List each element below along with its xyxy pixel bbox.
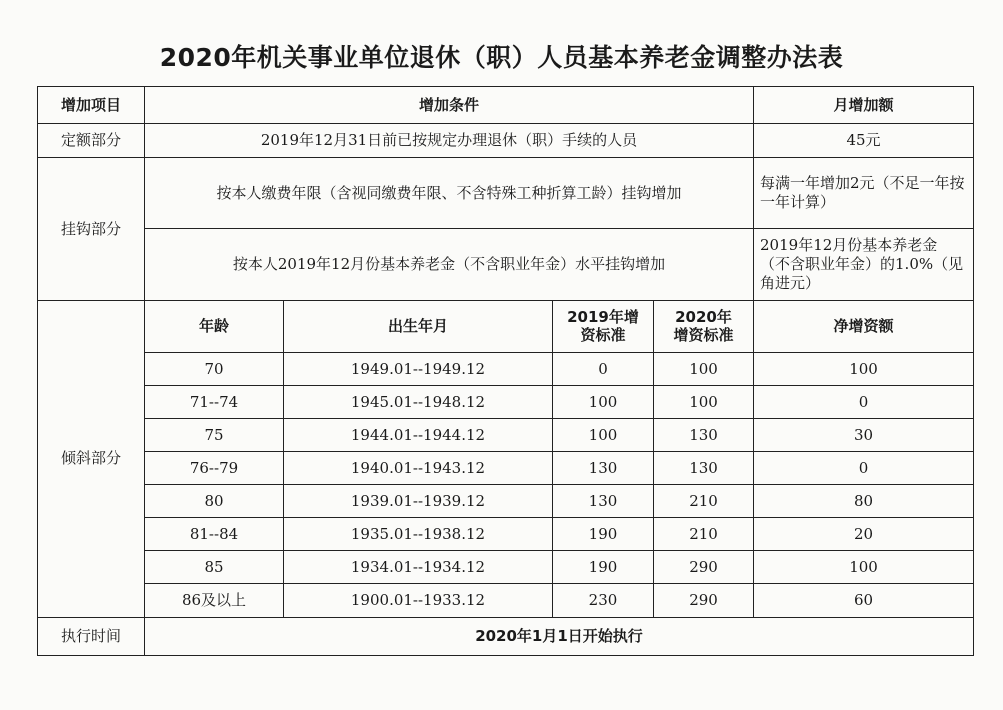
linked-amount-2: 2019年12月份基本养老金（不含职业年金）的1.0%（见角进元） bbox=[754, 228, 974, 300]
header-condition: 增加条件 bbox=[145, 87, 754, 124]
birth-cell: 1934.01--1934.12 bbox=[284, 551, 553, 584]
age-cell: 75 bbox=[145, 419, 284, 452]
adjustment-table bbox=[37, 86, 974, 656]
age-cell: 80 bbox=[145, 485, 284, 518]
linked-row-2 bbox=[38, 228, 974, 300]
std-2020-cell: 210 bbox=[654, 518, 754, 551]
birth-cell: 1949.01--1949.12 bbox=[284, 352, 553, 385]
linked-condition-1: 按本人缴费年限（含视同缴费年限、不含特殊工种折算工龄）挂钩增加 bbox=[145, 158, 754, 228]
net-cell: 0 bbox=[754, 385, 974, 418]
table-row bbox=[38, 584, 974, 617]
birth-cell: 1900.01--1933.12 bbox=[284, 584, 553, 617]
age-cell: 81--84 bbox=[145, 518, 284, 551]
birth-cell: 1935.01--1938.12 bbox=[284, 518, 553, 551]
std-2019-cell: 130 bbox=[553, 452, 654, 485]
execution-label: 执行时间 bbox=[38, 617, 145, 655]
col-net: 净增资额 bbox=[754, 301, 974, 353]
linked-amount-1: 每满一年增加2元（不足一年按一年计算） bbox=[754, 158, 974, 228]
table-row bbox=[38, 352, 974, 385]
birth-cell: 1940.01--1943.12 bbox=[284, 452, 553, 485]
table-row bbox=[38, 485, 974, 518]
std-2020-cell: 290 bbox=[654, 551, 754, 584]
table-row bbox=[38, 419, 974, 452]
std-2019-cell: 190 bbox=[553, 551, 654, 584]
table-row bbox=[38, 385, 974, 418]
std-2020-cell: 290 bbox=[654, 584, 754, 617]
net-cell: 20 bbox=[754, 518, 974, 551]
table-row bbox=[38, 452, 974, 485]
age-cell: 76--79 bbox=[145, 452, 284, 485]
net-cell: 0 bbox=[754, 452, 974, 485]
fixed-label: 定额部分 bbox=[38, 124, 145, 158]
std-2020-cell: 100 bbox=[654, 385, 754, 418]
birth-cell: 1939.01--1939.12 bbox=[284, 485, 553, 518]
age-cell: 86及以上 bbox=[145, 584, 284, 617]
std-2020-cell: 210 bbox=[654, 485, 754, 518]
header-item: 增加项目 bbox=[38, 87, 145, 124]
std-2020-cell: 130 bbox=[654, 419, 754, 452]
std-2019-cell: 190 bbox=[553, 518, 654, 551]
net-cell: 80 bbox=[754, 485, 974, 518]
linked-condition-2: 按本人2019年12月份基本养老金（不含职业年金）水平挂钩增加 bbox=[145, 228, 754, 300]
col-2020: 2020年增资标准 bbox=[654, 301, 754, 353]
net-cell: 100 bbox=[754, 551, 974, 584]
std-2019-cell: 100 bbox=[553, 419, 654, 452]
tilted-label: 倾斜部分 bbox=[38, 301, 145, 617]
std-2019-cell: 0 bbox=[553, 352, 654, 385]
header-row bbox=[38, 87, 974, 124]
linked-label: 挂钩部分 bbox=[38, 158, 145, 301]
net-cell: 100 bbox=[754, 352, 974, 385]
col-2019: 2019年增资标准 bbox=[553, 301, 654, 353]
col-birth: 出生年月 bbox=[284, 301, 553, 353]
std-2020-cell: 130 bbox=[654, 452, 754, 485]
table-row bbox=[38, 518, 974, 551]
std-2019-cell: 100 bbox=[553, 385, 654, 418]
age-cell: 71--74 bbox=[145, 385, 284, 418]
execution-row bbox=[38, 617, 974, 655]
std-2020-cell: 100 bbox=[654, 352, 754, 385]
header-amount: 月增加额 bbox=[754, 87, 974, 124]
net-cell: 30 bbox=[754, 419, 974, 452]
age-cell: 85 bbox=[145, 551, 284, 584]
fixed-row bbox=[38, 124, 974, 158]
fixed-condition: 2019年12月31日前已按规定办理退休（职）手续的人员 bbox=[145, 124, 754, 158]
tilted-header-row bbox=[38, 301, 974, 353]
age-cell: 70 bbox=[145, 352, 284, 385]
table-row bbox=[38, 551, 974, 584]
page-title: 2020年机关事业单位退休（职）人员基本养老金调整办法表 bbox=[159, 43, 844, 72]
birth-cell: 1945.01--1948.12 bbox=[284, 385, 553, 418]
std-2019-cell: 130 bbox=[553, 485, 654, 518]
std-2019-cell: 230 bbox=[553, 584, 654, 617]
birth-cell: 1944.01--1944.12 bbox=[284, 419, 553, 452]
net-cell: 60 bbox=[754, 584, 974, 617]
col-age: 年龄 bbox=[145, 301, 284, 353]
fixed-amount: 45元 bbox=[754, 124, 974, 158]
linked-row-1 bbox=[38, 158, 974, 228]
execution-value: 2020年1月1日开始执行 bbox=[145, 617, 974, 655]
